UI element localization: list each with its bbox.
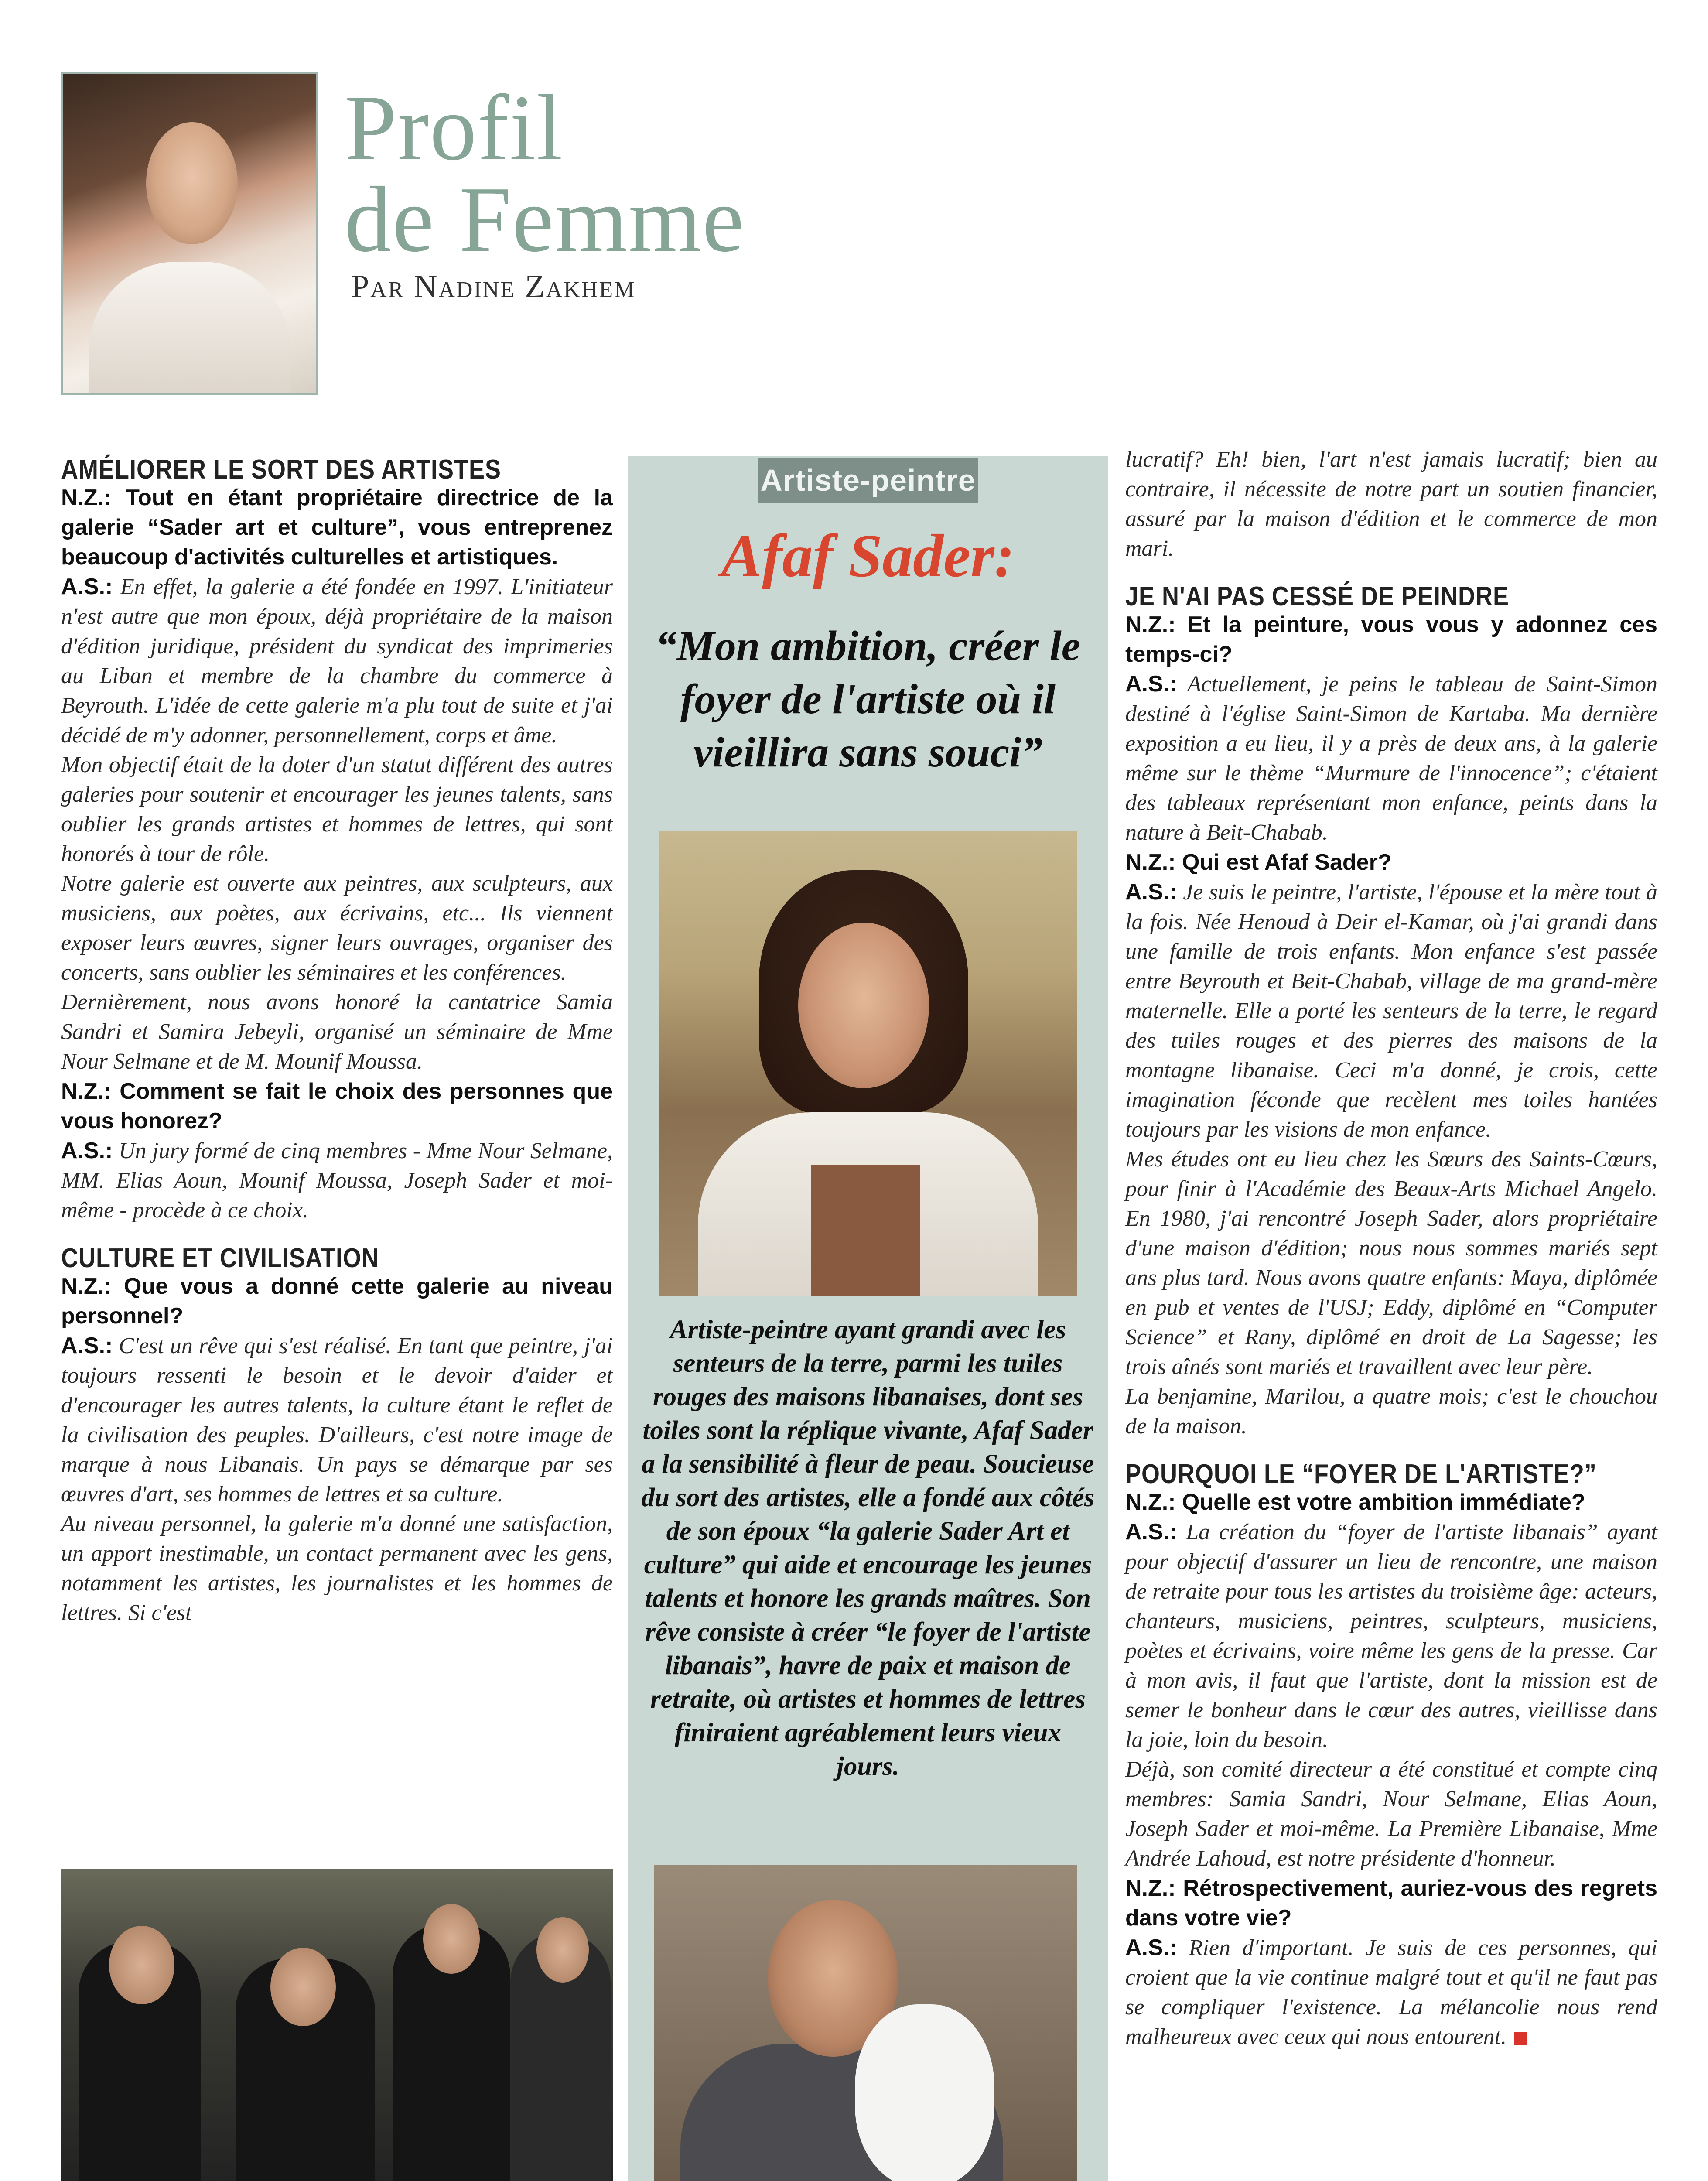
question-4: N.Z.: Et la peinture, vous vous y adonnez ces temps-ci?	[1125, 612, 1657, 667]
gallery-event-photo	[61, 1869, 613, 2181]
section-title-line2: de Femme	[345, 167, 745, 271]
question-7: N.Z.: Rétrospectivement, auriez-vous des regrets dans votre vie?	[1125, 1876, 1657, 1931]
question-6: N.Z.: Quelle est votre ambition immédiate?	[1125, 1490, 1585, 1515]
answer-7	[1125, 1933, 1657, 2052]
answer-3b: Au niveau personnel, la galerie m'a donné une satisfaction, un apport inestimable, un contact permanent avec les gens, notamment les artistes, les journalistes et les hommes de lettres. Si c'est	[61, 1511, 613, 1625]
answer-1-text: En effet, la galerie a été fondée en 1997. L'initiateur n'est autre que mon époux, déjà propriétaire de la maison d'édition juridique, président du syndicat des imprimeries au Liban et membre de la chambre du commerce à Beyrouth. L'idée de cette galerie m'a plu tout de suite et j'ai décidé de m'y adonner, personnellement, corps et âme.	[61, 574, 613, 748]
answer-4	[1125, 669, 1657, 848]
byline: Par Nadine Zakhem	[351, 269, 636, 304]
answer-label: A.S.:	[1125, 879, 1177, 905]
subject-name: Afaf Sader:	[721, 522, 1015, 590]
answer-label: A.S.:	[61, 1138, 113, 1163]
answer-5-text: Je suis le peintre, l'artiste, l'épouse et la mère tout à la fois. Née Henoud à Deir el-Kamar, où j'ai grandi dans une famille de trois enfants. Mon enfance s'est passée entre Beyrouth et Beit-Chabab, village de ma grand-mère maternelle. Elle a porté les senteurs de la terre, le regard des tuiles rouges et des pierres des maisons de la montagne libanaise. Ceci m'a donné, je crois, cette imagination féconde que recèlent mes toiles hantées toujours par les visions de mon enfance.	[1125, 880, 1658, 1142]
question-1: N.Z.: Tout en étant propriétaire directrice de la galerie “Sader art et culture”, vous entreprenez beaucoup d'activités culturelles et artistiques.	[61, 485, 613, 570]
answer-6-text: La création du “foyer de l'artiste libanais” ayant pour objectif d'assurer un lieu de rencontre, une maison de retraite pour tous les artistes du troisième âge: acteurs, chanteurs, musiciens, peintres, sculpteurs, musiciens, poètes et écrivains, voire même les gens de la presse. Car à mon avis, il faut que l'artiste, dont la mission est de semer le bonheur dans le cœur des autres, vieillisse dans la joie, loin du besoin.	[1125, 1520, 1657, 1752]
answer-label: A.S.:	[61, 1333, 113, 1358]
answer-6	[1125, 1517, 1657, 1755]
heading-foyer: POURQUOI LE “FOYER DE L'ARTISTE?”	[1125, 1459, 1597, 1489]
answer-2-text: Un jury formé de cinq membres - Mme Nour Selmane, MM. Elias Aoun, Mounif Moussa, Joseph Sader et moi-même - procède à ce choix.	[61, 1138, 613, 1223]
left-column	[61, 451, 613, 1628]
author-portrait	[61, 72, 318, 395]
answer-2	[61, 1136, 613, 1225]
joseph-sader-photo	[654, 1865, 1077, 2181]
portrait-jacket	[89, 262, 290, 393]
afaf-sader-photo	[659, 831, 1077, 1296]
answer-3	[61, 1331, 613, 1509]
answer-label: A.S.:	[1125, 1519, 1177, 1545]
pull-quote: “Mon ambition, créer le foyer de l'artiste où il vieillira sans souci”	[655, 622, 1081, 776]
answer-5b: Mes études ont eu lieu chez les Sœurs des Saints-Cœurs, pour finir à l'Académie des Beaux-Arts Michael Angelo. En 1980, j'ai rencontré Joseph Sader, alors propriétaire d'une maison d'édition; nous nous sommes mariés sept ans plus tard. Nous avons quatre enfants: Maya, diplômée en pub et ventes de l'USJ; Eddy, diplômé en “Computer Science” et Rany, diplômé en droit de La Sagesse; les trois aînés sont mariés et travaillent avec leur père.	[1125, 1147, 1657, 1379]
answer-4-text: Actuellement, je peins le tableau de Saint-Simon destiné à l'église Saint-Simon de Kartaba. Ma dernière exposition a eu lieu, il y a près de deux ans, à la galerie même sur le thème “Murmure de l'innocence”; c'étaient des tableaux représentant mon enfance, peints dans la nature à Beit-Chabab.	[1125, 672, 1658, 845]
answer-1c: Notre galerie est ouverte aux peintres, aux sculpteurs, aux musiciens, aux poètes, aux écrivains, etc... Ils viennent exposer leurs œuvres, signer leurs ouvrages, organiser des concerts, sans oublier les séminaires et les conférences.	[61, 871, 613, 985]
right-column	[1125, 445, 1657, 2052]
question-2: N.Z.: Comment se fait le choix des personnes que vous honorez?	[61, 1079, 613, 1134]
answer-label: A.S.:	[1125, 671, 1177, 697]
answer-5c: La benjamine, Marilou, a quatre mois; c'est le chouchou de la maison.	[1125, 1384, 1657, 1439]
answer-7-text: Rien d'important. Je suis de ces personnes, qui croient que la vie continue malgré tout et qu'il ne faut pas se compliquer l'existence. La mélancolie nous rend malheureux avec ceux qui nous entourent.	[1125, 1935, 1657, 2049]
answer-1	[61, 572, 613, 750]
category-tag: Artiste-peintre	[758, 458, 978, 503]
section-title-line1: Profil	[345, 75, 564, 180]
heading-peindre: JE N'AI PAS CESSÉ DE PEINDRE	[1125, 581, 1510, 612]
answer-1d: Dernièrement, nous avons honoré la cantatrice Samia Sandri et Samira Jebeyli, organisé un séminaire de Mme Nour Selmane et de M. Mounif Moussa.	[61, 990, 613, 1074]
heading-culture: CULTURE ET CIVILISATION	[61, 1243, 379, 1273]
continued-text: lucratif? Eh! bien, l'art n'est jamais lucratif; bien au contraire, il nécessite de notre part un soutien financier, assuré par la maison d'édition et le commerce de mon mari.	[1125, 447, 1657, 561]
question-3: N.Z.: Que vous a donné cette galerie au niveau personnel?	[61, 1274, 613, 1329]
answer-label: A.S.:	[61, 574, 113, 599]
answer-5	[1125, 877, 1657, 1145]
end-mark-icon	[1514, 2032, 1527, 2045]
answer-1b: Mon objectif était de la doter d'un statut différent des autres galeries pour soutenir et encourager les jeunes talents, sans oublier les grands artistes et hommes de lettres, qui sont honorés à tour de rôle.	[61, 752, 613, 866]
portrait-face	[146, 122, 238, 244]
answer-6b: Déjà, son comité directeur a été constitué et compte cinq membres: Samia Sandri, Nour Selmane, Elias Aoun, Joseph Sader et moi-même. La Première Libanaise, Mme Andrée Lahoud, est notre présidente d'honneur.	[1125, 1757, 1657, 1871]
heading-ameliorer: AMÉLIORER LE SORT DES ARTISTES	[61, 454, 502, 485]
question-5: N.Z.: Qui est Afaf Sader?	[1125, 850, 1392, 875]
answer-label: A.S.:	[1125, 1935, 1177, 1960]
answer-3-text: C'est un rêve qui s'est réalisé. En tant que peintre, j'ai toujours ressenti le besoin et le devoir d'aider et d'encourager les autres talents, la culture étant le reflet de la civilisation des peuples. D'ailleurs, c'est notre image de marque à nous Libanais. Un pays se démarque par ses œuvres d'art, ses hommes de lettres et sa culture.	[61, 1333, 613, 1507]
profile-blurb: Artiste-peintre ayant grandi avec les senteurs de la terre, parmi les tuiles rouges des maisons libanaises, dont ses toiles sont la réplique vivante, Afaf Sader a la sensibilité à fleur de peau. Soucieuse du sort des artistes, elle a fondé aux côtés de son époux “la galerie Sader Art et culture” qui aide et encourage les jeunes talents et honore les grands maîtres. Son rêve consiste à créer “le foyer de l'artiste libanais”, havre de paix et maison de retraite, où artistes et hommes de lettres finiraient agréablement leurs vieux jours.	[641, 1315, 1095, 1781]
